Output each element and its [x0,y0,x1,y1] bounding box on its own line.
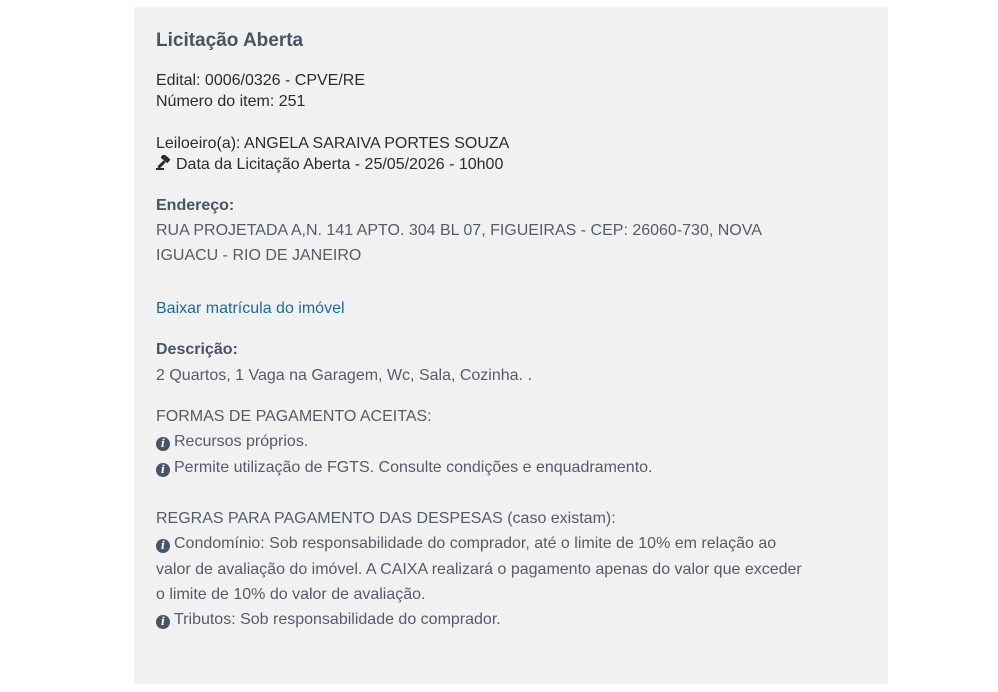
page-title: Licitação Aberta [156,30,304,51]
info-circle-icon: i [156,615,170,629]
address-label: Endereço: [156,197,235,214]
info-circle-icon: i [156,437,170,451]
expenses-condo-line-2: valor de avaliação do imóvel. A CAIXA realizará o pagamento apenas do valor que exceder [156,561,802,578]
address-line-1: RUA PROJETADA A,N. 141 APTO. 304 BL 07, FIGUEIRAS - CEP: 26060-730, NOVA [156,222,762,239]
payment-heading: FORMAS DE PAGAMENTO ACEITAS: [156,408,432,425]
property-details-panel [134,7,888,684]
expenses-condo-line-1: i Condomínio: Sob responsabilidade do comprador, até o limite de 10% em relação ao [156,532,776,556]
expenses-heading: REGRAS PARA PAGAMENTO DAS DESPESAS (caso existam): [156,510,616,527]
payment-item-fgts: i Permite utilização de FGTS. Consulte condições e enquadramento. [156,456,652,480]
address-line-2: IGUACU - RIO DE JANEIRO [156,247,362,264]
info-circle-icon: i [156,463,170,477]
item-number-text: Número do item: 251 [156,93,306,110]
expenses-condo-line-3: o limite de 10% do valor de avaliação. [156,586,426,603]
description-label: Descrição: [156,341,238,358]
info-circle-icon: i [156,539,170,553]
expenses-taxes: i Tributos: Sob responsabilidade do comprador. [156,608,501,632]
description-text: 2 Quartos, 1 Vaga na Garagem, Wc, Sala, Cozinha. . [156,367,532,384]
download-registration-link[interactable]: Baixar matrícula do imóvel [156,300,345,317]
auction-date-text: Data da Licitação Aberta - 25/05/2026 - 10h00 [176,156,504,173]
auctioneer-text: Leiloeiro(a): ANGELA SARAIVA PORTES SOUZA [156,135,510,152]
gavel-icon [156,155,174,171]
edital-text: Edital: 0006/0326 - CPVE/RE [156,72,366,89]
auction-date-row [156,154,503,175]
payment-item-own-resources: i Recursos próprios. [156,430,308,454]
